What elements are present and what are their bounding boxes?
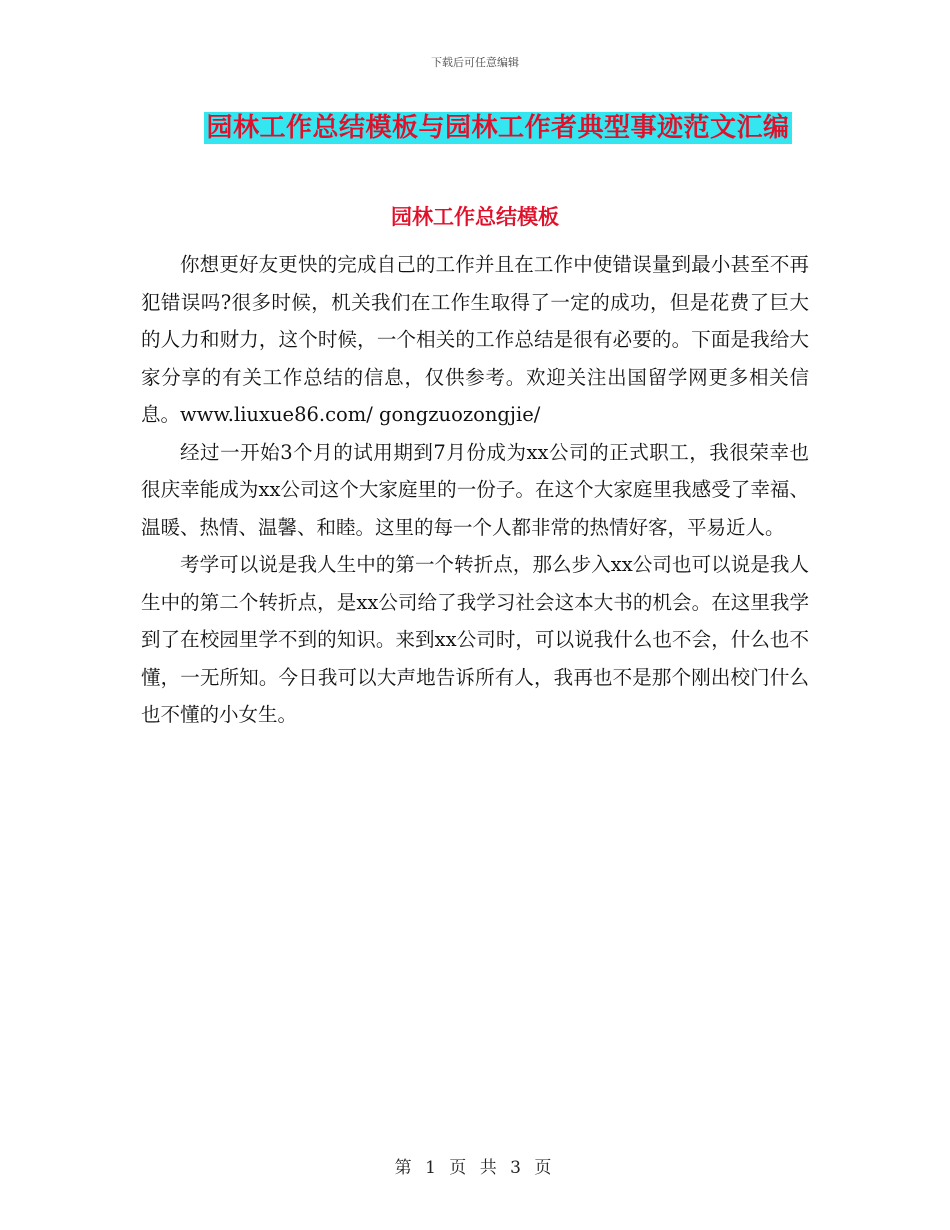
document-title-container (0, 112, 950, 144)
page-number: 第 1 页 共 3 页 (394, 1158, 556, 1178)
paragraph: 经过一开始3个月的试用期到7月份成为xx公司的正式职工，我很荣幸也很庆幸能成为xx公司这个大家庭里的一份子。在这个大家庭里我感受了幸福、温暖、热情、温馨、和睦。这里的每一个人都非常的热情好客，平易近人。 (141, 440, 809, 539)
paragraph: 你想更好友更快的完成自己的工作并且在工作中使错误量到最小甚至不再犯错误吗?很多时候，机关我们在工作生取得了一定的成功，但是花费了巨大的人力和财力，这个时候，一个相关的工作总结是很有必要的。下面是我给大家分享的有关工作总结的信息，仅供参考。欢迎关注出国留学网更多相关信息。www.liuxue86.com/ gongzuozongjie/ (141, 253, 809, 426)
header-note: 下载后可任意编辑 (431, 56, 519, 69)
document-title: 园林工作总结模板与园林工作者典型事迹范文汇编 (206, 113, 790, 143)
document-body (141, 246, 809, 734)
paragraph: 考学可以说是我人生中的第一个转折点，那么步入xx公司也可以说是我人生中的第二个转折点，是xx公司给了我学习社会这本大书的机会。在这里我学到了在校园里学不到的知识。来到xx公司时，可以说我什么也不会，什么也不懂，一无所知。今日我可以大声地告诉所有人，我再也不是那个刚出校门什么也不懂的小女生。 (141, 553, 809, 726)
section-title: 园林工作总结模板 (391, 205, 559, 229)
